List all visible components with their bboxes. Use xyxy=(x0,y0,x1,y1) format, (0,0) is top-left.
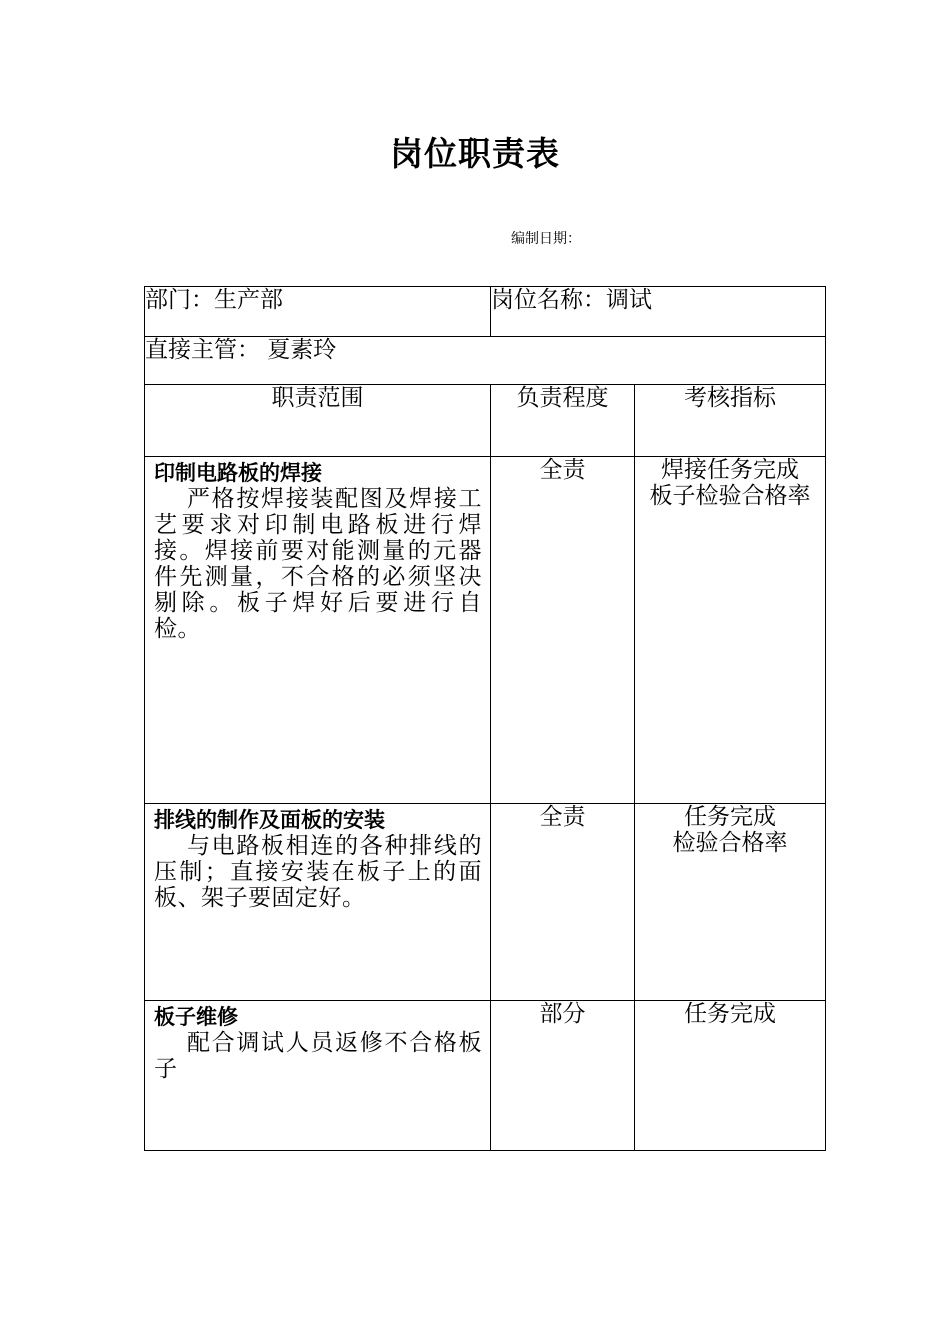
duty-description: 配合调试人员返修不合格板子 xyxy=(154,1030,482,1082)
table-row xyxy=(145,1001,826,1151)
duty-title: 印制电路板的焊接 xyxy=(154,461,322,485)
duty-kpi-cell xyxy=(635,1001,826,1151)
duty-title: 排线的制作及面板的安装 xyxy=(154,808,385,832)
table-row xyxy=(145,457,826,804)
column-header-row xyxy=(145,385,826,457)
duty-kpi-cell xyxy=(635,804,826,1001)
duty-kpi-item: 焊接任务完成 xyxy=(661,457,799,483)
column-header-degree: 负责程度 xyxy=(491,385,635,457)
column-header-scope: 职责范围 xyxy=(145,385,491,457)
duty-degree: 全责 xyxy=(491,804,635,1001)
date-label: 编制日期： xyxy=(511,231,581,247)
department-cell: 部门：生产部 xyxy=(145,287,491,337)
duty-kpi-item: 板子检验合格率 xyxy=(649,483,811,509)
duty-description: 严格按焊接装配图及焊接工艺要求对印制电路板进行焊接。焊接前要对能测量的元器件先测量，不合格的必须坚决剔除。板子焊好后要进行自检。 xyxy=(154,486,482,642)
duty-kpi-item: 任务完成 xyxy=(684,1001,776,1027)
duty-title: 板子维修 xyxy=(154,1005,238,1029)
duty-table xyxy=(144,286,826,1151)
duty-scope-cell xyxy=(145,1001,491,1151)
duty-scope-cell xyxy=(145,804,491,1001)
duty-kpi-item: 检验合格率 xyxy=(672,830,788,856)
header-row-1 xyxy=(145,287,826,337)
duty-kpi-cell xyxy=(635,457,826,804)
duty-description: 与电路板相连的各种排线的压制；直接安装在板子上的面板、架子要固定好。 xyxy=(154,833,482,911)
duty-degree: 部分 xyxy=(491,1001,635,1151)
duty-scope-cell xyxy=(145,457,491,804)
supervisor-cell: 直接主管： 夏素玲 xyxy=(145,337,826,385)
duty-kpi-item: 任务完成 xyxy=(684,804,776,830)
position-cell: 岗位名称：调试 xyxy=(491,287,826,337)
duty-degree: 全责 xyxy=(491,457,635,804)
column-header-kpi: 考核指标 xyxy=(635,385,826,457)
header-row-2 xyxy=(145,337,826,385)
table-row xyxy=(145,804,826,1001)
page-title: 岗位职责表 xyxy=(390,134,560,173)
